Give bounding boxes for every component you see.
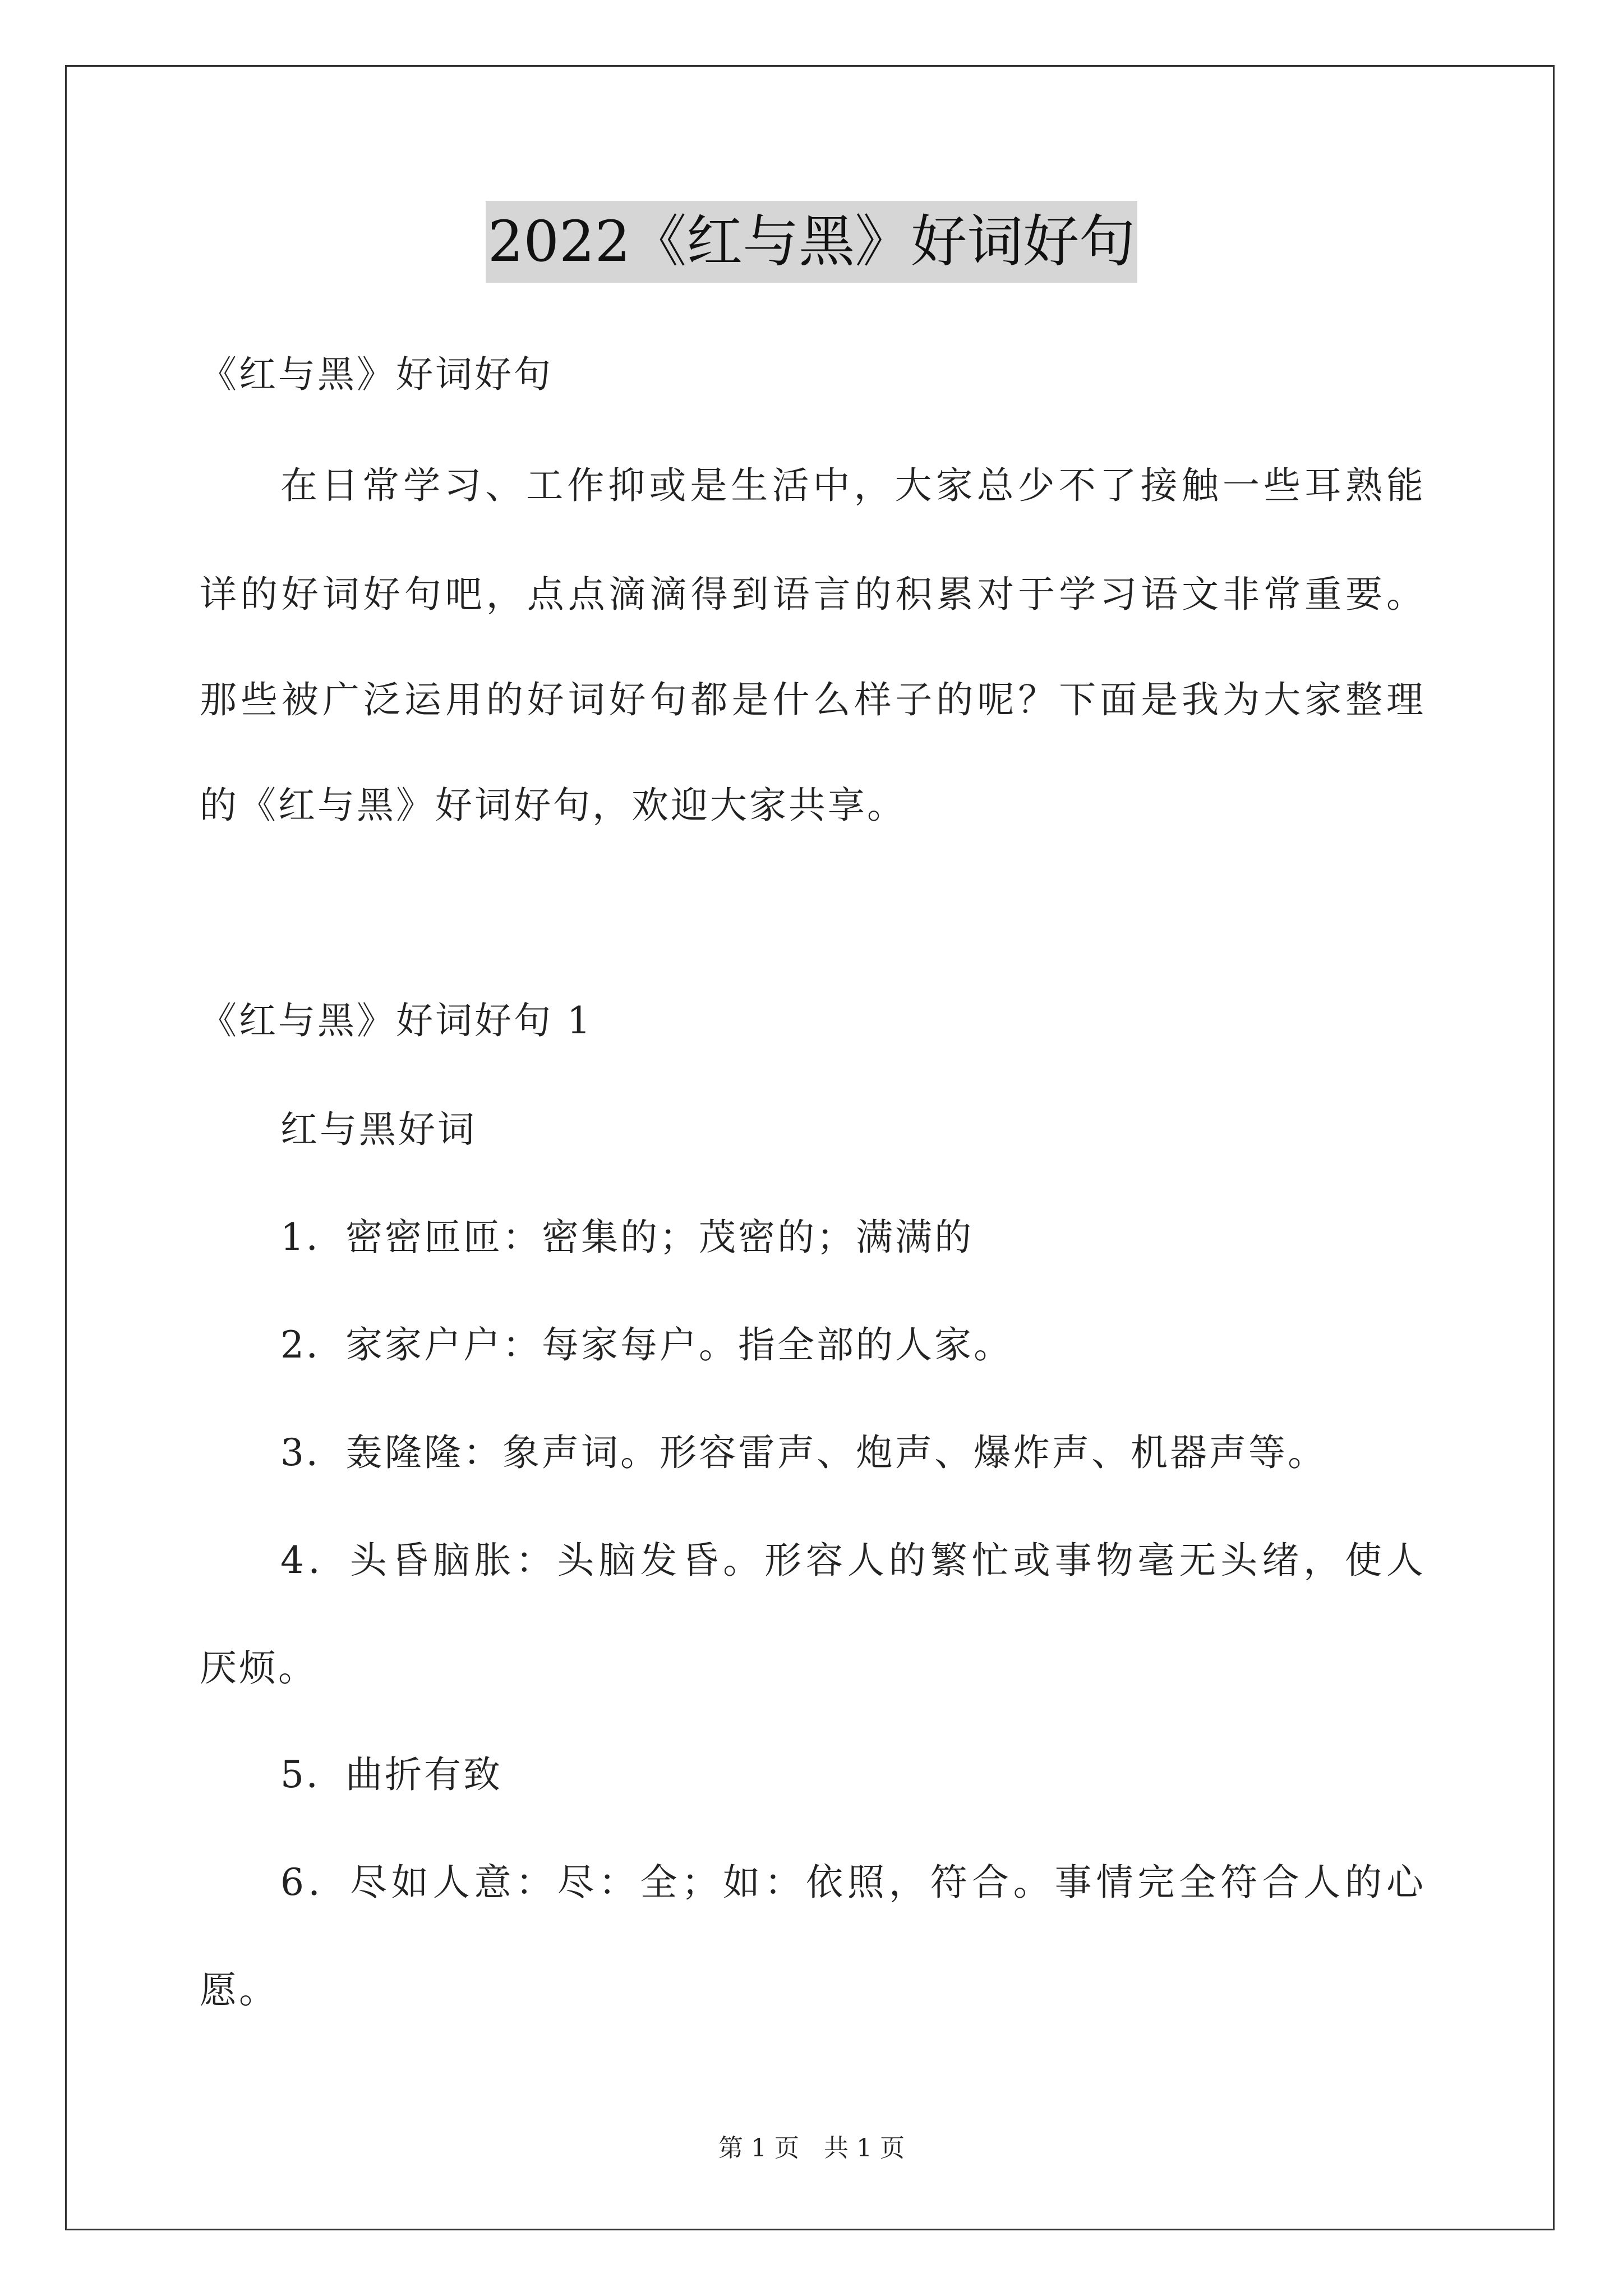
- intro-line-1: 在日常学习、工作抑或是生活中，大家总少不了接触一些耳熟能: [280, 464, 1426, 507]
- list-item: 2．家家户户：每家每户。指全部的人家。: [280, 1323, 1013, 1366]
- list-item: 6．尽如人意：尽：全；如：依照，符合。事情完全符合人的心: [280, 1861, 1426, 1904]
- page-footer: 第 1 页 共 1 页: [718, 2134, 905, 2162]
- title-container: [0, 201, 1623, 283]
- list-item-continuation: 愿。: [200, 1968, 278, 2012]
- intro-line-2: 详的好词好句吧，点点滴滴得到语言的积累对于学习语文非常重要。: [200, 573, 1426, 616]
- list-item: 1．密密匝匝：密集的；茂密的；满满的: [280, 1216, 974, 1259]
- intro-line-4: 的《红与黑》好词好句，欢迎大家共享。: [200, 784, 906, 827]
- document-title: 2022《红与黑》好词好句: [486, 201, 1138, 283]
- list-item: 3．轰隆隆：象声词。形容雷声、炮声、爆炸声、机器声等。: [280, 1431, 1327, 1474]
- sub-heading: 红与黑好词: [280, 1108, 477, 1151]
- list-item: 5．曲折有致: [280, 1753, 502, 1796]
- document-subtitle: 《红与黑》好词好句: [200, 353, 553, 396]
- intro-line-3: 那些被广泛运用的好词好句都是什么样子的呢？下面是我为大家整理: [200, 678, 1426, 721]
- list-item: 4．头昏脑胀：头脑发昏。形容人的繁忙或事物毫无头绪，使人: [280, 1539, 1426, 1582]
- list-item-continuation: 厌烦。: [200, 1646, 317, 1690]
- section-heading: 《红与黑》好词好句 1: [200, 999, 593, 1042]
